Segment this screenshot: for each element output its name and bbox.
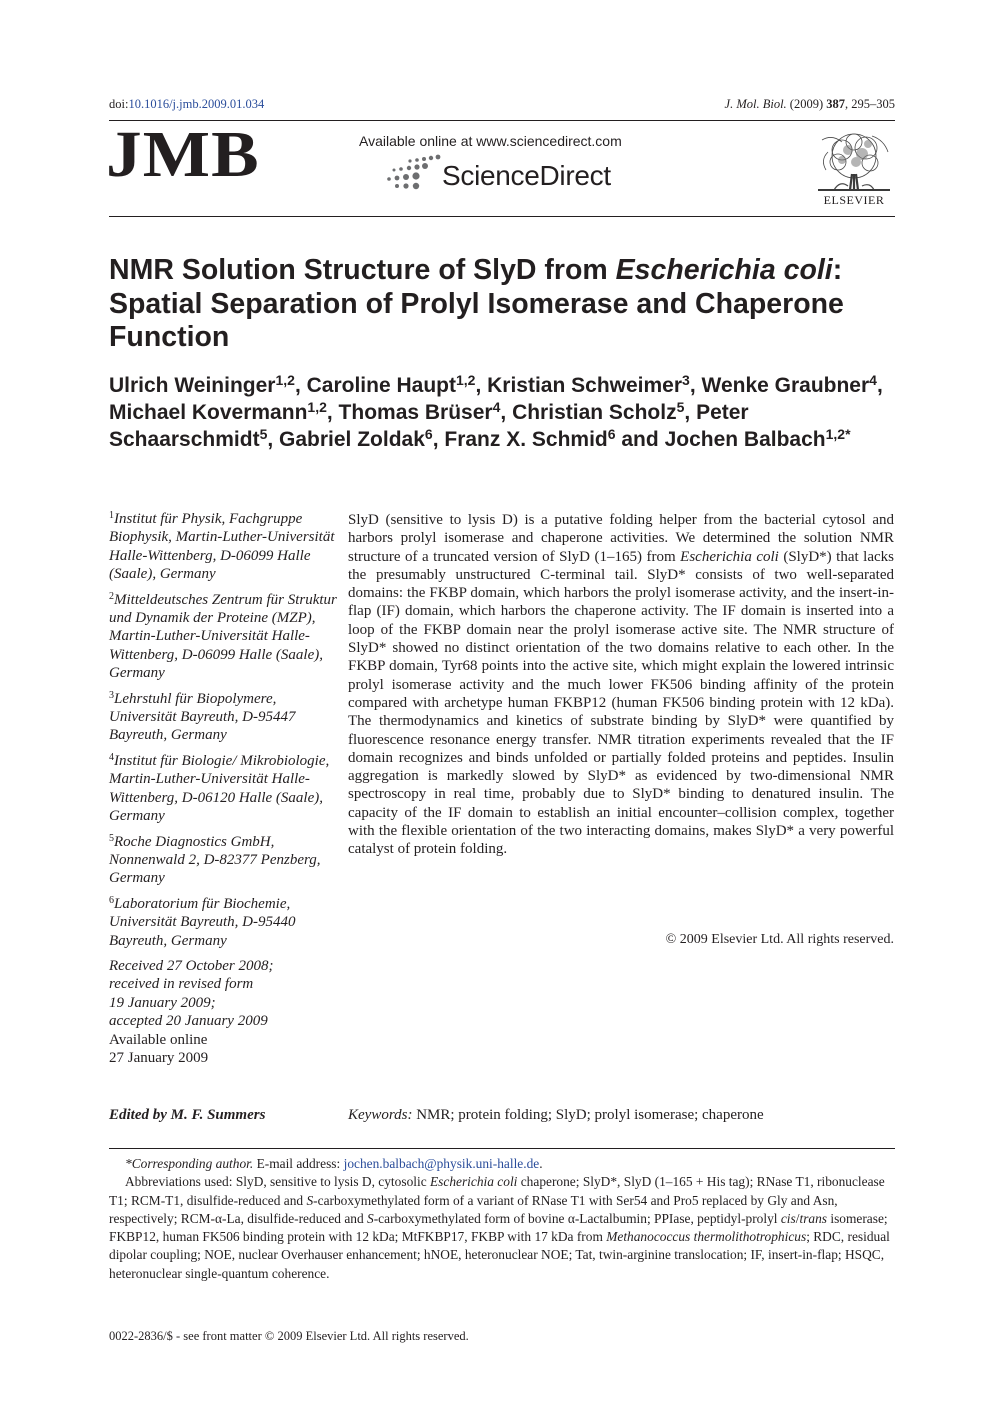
front-matter-line: 0022-2836/$ - see front matter © 2009 Elsevier Ltd. All rights reserved. xyxy=(109,1329,469,1343)
author-affiliation-marker: 1,2 xyxy=(275,372,295,388)
affiliation-number: 3 xyxy=(109,689,114,701)
affiliation-number: 2 xyxy=(109,590,114,602)
affiliation-number: 5 xyxy=(109,832,114,844)
corr-label: *Corresponding author. xyxy=(125,1156,254,1171)
footnote-rule xyxy=(109,1148,895,1149)
affiliation xyxy=(109,752,339,826)
affiliation-text: Roche Diagnostics GmbH, Nonnenwald 2, D-82377 Penzberg, Germany xyxy=(109,833,321,887)
abbr-text-4: -carboxymethylated form of bovine α-Lactalbumin; PPIase, peptidyl-prolyl xyxy=(373,1210,781,1226)
abbr-italic-6: Methanococcus thermolithotrophicus xyxy=(606,1229,807,1245)
doi-line xyxy=(109,97,264,112)
keywords-label: Keywords: xyxy=(348,1107,413,1123)
abbr-slash: / xyxy=(795,1210,800,1226)
header-rule-bottom xyxy=(109,216,895,217)
author-affiliation-marker: 5 xyxy=(676,399,685,415)
citation-pages: , 295–305 xyxy=(845,97,895,111)
history-received: Received 27 October 2008; xyxy=(109,957,274,974)
author-name: Christian Scholz xyxy=(512,401,677,424)
affiliation xyxy=(109,591,339,683)
author-affiliation-marker: 4 xyxy=(869,372,877,388)
author-affiliation-marker: 5 xyxy=(259,426,268,442)
affiliation-text: Institut für Physik, Fachgruppe Biophysik, Martin-Luther-Universität Halle-Wittenberg, D-06099 Halle (Saale), Germany xyxy=(109,511,335,583)
abbr-text-6: ; RDC, residual dipolar coupling; NOE, nuclear Overhauser enhancement; hNOE, heteronuclear NOE; Tat, twin-arginine translocation; IF, insert-in-flap; HSQC, heteronuclear single-quantum coherence. xyxy=(109,1229,890,1281)
affiliation xyxy=(109,510,339,584)
citation-year: (2009) xyxy=(786,97,827,111)
abbr-text-3: -carboxymethylated form of a variant of RNase T1 with Ser54 and Pro5 replaced by Gly and Asn, respectively; RCM-α-La, disulfide-reduced and xyxy=(109,1192,838,1226)
footnotes xyxy=(109,1155,895,1283)
affiliation-list xyxy=(109,510,339,950)
abbr-italic-1: Escherichia coli xyxy=(430,1174,518,1190)
doi-link[interactable]: 10.1016/j.jmb.2009.01.034 xyxy=(128,97,265,111)
corr-end: . xyxy=(539,1156,543,1171)
author-affiliation-marker: 1,2 xyxy=(455,372,476,388)
corresponding-author-note xyxy=(109,1155,895,1173)
affiliation xyxy=(109,895,339,950)
doi-prefix: doi: xyxy=(109,97,129,111)
author-affiliation-marker: 6 xyxy=(424,426,433,442)
available-online-text: Available online at www.sciencedirect.com xyxy=(359,133,622,149)
affiliation-number: 1 xyxy=(109,510,114,521)
article-history xyxy=(109,957,339,1067)
history-online-2: 27 January 2009 xyxy=(109,1049,209,1066)
author-affiliation-marker: 4 xyxy=(492,399,501,415)
abbr-italic-4: cis xyxy=(780,1210,796,1226)
author-separator: and xyxy=(615,428,665,451)
author-name: Thomas Brüser xyxy=(338,401,493,424)
author-name: Gabriel Zoldak xyxy=(279,428,425,451)
editor-line: Edited by M. F. Summers xyxy=(109,1107,266,1123)
abbr-italic-3: S xyxy=(367,1210,374,1226)
history-online-1: Available online xyxy=(109,1031,208,1048)
history-accepted: accepted 20 January 2009 xyxy=(109,1013,268,1030)
left-column xyxy=(109,510,339,1067)
abbr-text-2: chaperone; SlyD*, SlyD (1–165 + His tag); RNase T1, ribonuclease T1; RCM-T1, disulfide-reduced and xyxy=(109,1174,885,1208)
author-name: Caroline Haupt xyxy=(306,374,456,397)
abstract-species: Escherichia coli xyxy=(680,548,779,565)
author-separator: , xyxy=(689,374,702,397)
title-part-2: : Spatial Separation of Prolyl Isomerase and Chaperone Function xyxy=(109,254,844,353)
author-affiliation-marker: 3 xyxy=(682,372,690,388)
keywords-text: NMR; protein folding; SlyD; prolyl isomerase; chaperone xyxy=(412,1107,764,1123)
author-separator: , xyxy=(876,374,883,397)
abstract-text-1: SlyD (sensitive to lysis D) is a putative folding helper from the bacterial cytosol and harbors prolyl isomerase and chaperone activities. We determined the solution NMR structure of a truncated version of SlyD (1–165) from xyxy=(348,512,894,565)
author-list xyxy=(109,372,909,453)
abbreviations-note xyxy=(109,1173,895,1283)
abstract-copyright: © 2009 Elsevier Ltd. All rights reserved. xyxy=(665,932,894,947)
author-separator: , xyxy=(475,374,488,397)
abbr-italic-5: trans xyxy=(799,1210,828,1226)
author-separator: , xyxy=(432,428,445,451)
abstract-text-2: (SlyD*) that lacks the presumably unstructured C-terminal tail. SlyD* consists of two well-separated domains: the FKBP domain, which harbors the prolyl isomerase activity, and the insert-in-flap (IF) domain, which harbors the chaperone activity. The IF domain is inserted into a loop of the FKBP domain near the prolyl isomerase active site. The NMR structure of SlyD* showed no distinct orientation of the two domains relative to each other. In the FKBP domain, Tyr68 points into the active site, which might explain the lowered intrinsic prolyl isomerase activity and the much lower FK506 binding affinity of the protein compared with archetype human FKBP12 (human FK506 binding protein with 12 kDa). The thermodynamics and kinetics of substrate binding by SlyD* were quantified by fluorescence resonance energy transfer. NMR titration experiments revealed that the IF domain recognizes and binds unfolded or partially folded proteins and peptides. Insulin aggregation is markedly slowed by SlyD* as evidenced by two-dimensional NMR spectroscopy in real time, probably due to SlyD* binding to denatured insulin. The capacity of the IF domain to establish an initial encounter–collision complex, together with the flexible orientation of the two interacting domains, makes SlyD* a very powerful catalyst of protein folding. xyxy=(348,548,895,858)
affiliation xyxy=(109,690,339,745)
history-revised-2: 19 January 2009; xyxy=(109,994,216,1011)
author-separator: , xyxy=(267,428,280,451)
author-name: Ulrich Weininger xyxy=(109,374,276,397)
corr-email-label: E-mail address: xyxy=(253,1156,344,1171)
author-separator: , xyxy=(684,401,697,424)
author-separator: , xyxy=(500,401,513,424)
abstract xyxy=(348,511,894,859)
author-name: Michael Kovermann xyxy=(109,401,308,424)
citation-volume: 387 xyxy=(826,97,845,111)
author-separator: , xyxy=(326,401,339,424)
title-species: Escherichia coli xyxy=(615,254,833,286)
citation xyxy=(725,97,895,112)
affiliation-text: Mitteldeutsches Zentrum für Struktur und Dynamik der Proteine (MZP), Martin-Luther-Universität Halle-Wittenberg, D-06099 Halle (Saale), Germany xyxy=(109,591,337,682)
keywords xyxy=(348,1107,764,1124)
article-title xyxy=(109,254,909,355)
author-name: Franz X. Schmid xyxy=(444,428,608,451)
affiliation-text: Lehrstuhl für Biopolymere, Universität Bayreuth, D-95447 Bayreuth, Germany xyxy=(109,690,296,744)
affiliation-text: Institut für Biologie/ Mikrobiologie, Martin-Luther-Universität Halle-Wittenberg, D-06120 Halle (Saale), Germany xyxy=(109,752,330,825)
author-name: Peter Schaarschmidt xyxy=(109,401,749,451)
author-affiliation-marker: 1,2 xyxy=(307,399,327,415)
author-separator: , xyxy=(294,374,307,397)
author-name: Jochen Balbach xyxy=(664,428,826,451)
author-affiliation-marker: 6 xyxy=(607,426,616,442)
journal-logo: JMB xyxy=(106,118,260,191)
history-revised-1: received in revised form xyxy=(109,976,254,993)
affiliation-number: 6 xyxy=(109,894,114,906)
journal-name: J. Mol. Biol. xyxy=(724,97,787,111)
abbr-italic-2: S xyxy=(306,1192,314,1208)
abbr-text-5: isomerase; FKBP12, human FK506 binding protein with 12 kDa; MtFKBP17, FKBP with 17 kDa from xyxy=(109,1210,888,1245)
title-part-1: NMR Solution Structure of SlyD from xyxy=(109,254,616,286)
author-name: Kristian Schweimer xyxy=(487,374,683,397)
affiliation xyxy=(109,833,339,888)
affiliation-number: 4 xyxy=(109,751,114,763)
abbr-text-1: Abbreviations used: SlyD, sensitive to lysis D, cytosolic xyxy=(125,1174,430,1190)
corr-email-link[interactable]: jochen.balbach@physik.uni-halle.de xyxy=(343,1156,540,1171)
author-name: Wenke Graubner xyxy=(701,374,870,397)
sciencedirect-wordmark: ScienceDirect xyxy=(442,160,611,191)
affiliation-text: Laboratorium für Biochemie, Universität Bayreuth, D-95440 Bayreuth, Germany xyxy=(109,895,296,949)
publisher-name: ELSEVIER xyxy=(823,193,885,207)
author-affiliation-marker: 1,2* xyxy=(825,426,851,442)
